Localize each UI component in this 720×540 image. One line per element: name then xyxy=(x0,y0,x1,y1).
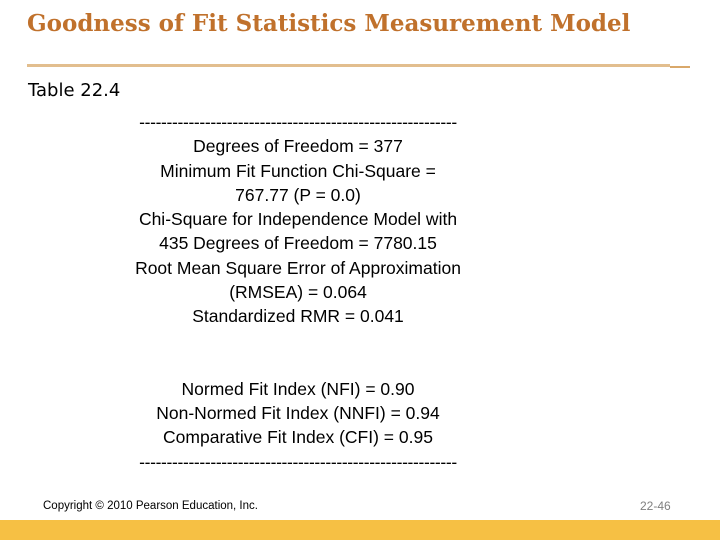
stat-line: Normed Fit Index (NFI) = 0.90 xyxy=(181,378,415,399)
separator-bottom: ---------------------------------------------------------- xyxy=(139,451,457,472)
separator-top: ---------------------------------------------------------- xyxy=(139,112,457,132)
fit-statistics-block xyxy=(98,110,498,474)
stat-line: Chi-Square for Independence Model with xyxy=(138,209,458,230)
title-divider-accent xyxy=(670,66,690,68)
stat-line: Comparative Fit Index (CFI) = 0.95 xyxy=(163,427,433,448)
stat-line: 767.77 (P = 0.0) xyxy=(235,184,361,205)
stat-line: (RMSEA) = 0.064 xyxy=(229,282,367,303)
page-number: 22-46 xyxy=(640,499,671,513)
table-label: Table 22.4 xyxy=(28,80,121,101)
stat-line: Non-Normed Fit Index (NNFI) = 0.94 xyxy=(156,402,440,423)
copyright-notice: Copyright © 2010 Pearson Education, Inc. xyxy=(43,500,258,512)
title-divider xyxy=(27,64,670,67)
stat-line: Root Mean Square Error of Approximation xyxy=(135,257,461,278)
footer-bar xyxy=(0,520,720,540)
stat-line: Degrees of Freedom = 377 xyxy=(193,136,403,157)
stat-line: Standardized RMR = 0.041 xyxy=(192,306,404,327)
slide-title: Goodness of Fit Statistics Measurement Model xyxy=(27,10,631,37)
spacer xyxy=(98,329,498,377)
stat-line: Minimum Fit Function Chi-Square = xyxy=(160,160,436,181)
stat-line: 435 Degrees of Freedom = 7780.15 xyxy=(159,233,437,254)
